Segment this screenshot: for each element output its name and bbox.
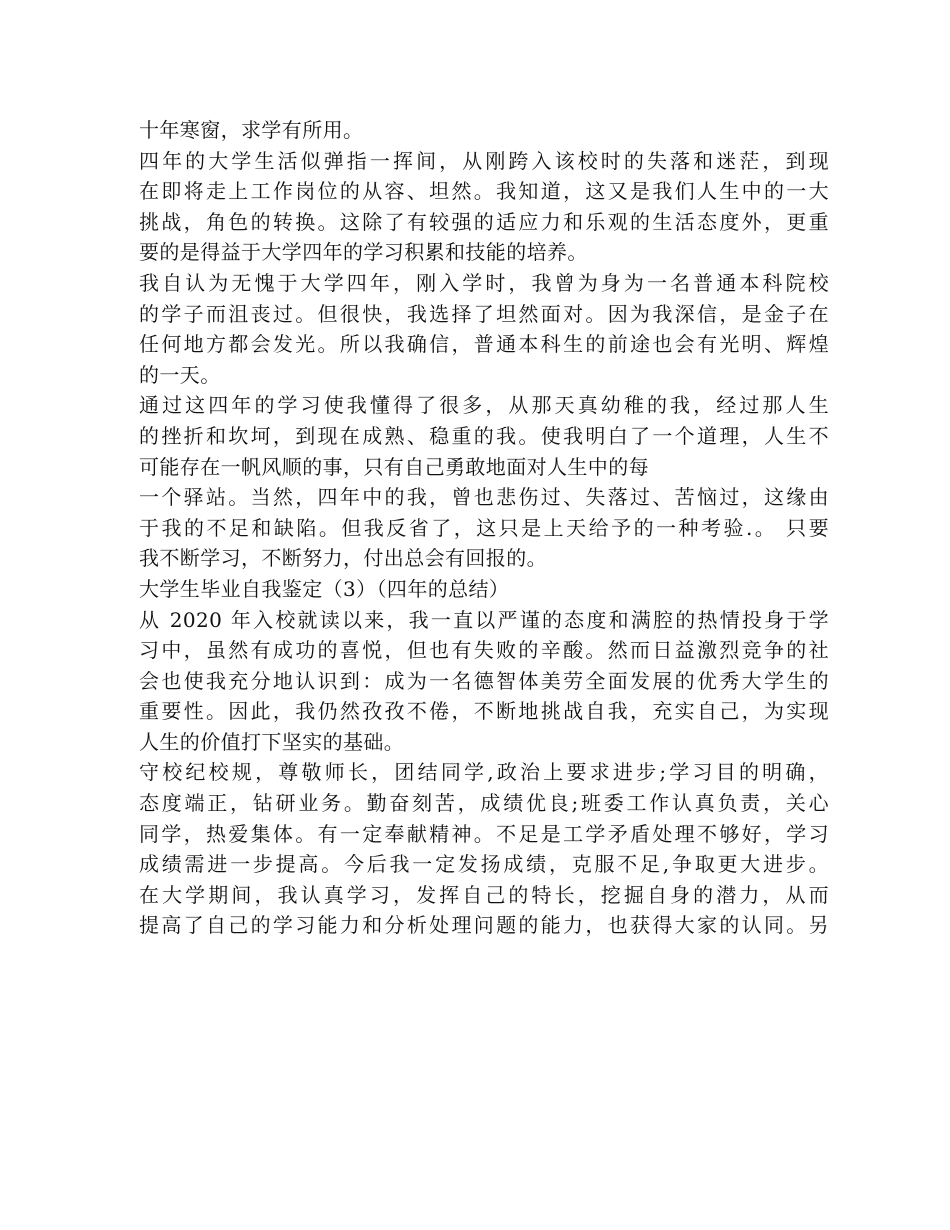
text-line: 会也使我充分地认识到：成为一名德智体美劳全面发展的优秀大学生的	[139, 668, 829, 693]
text-line: 成绩需进一步提高。今后我一定发扬成绩，克服不足,争取更大进步。	[139, 852, 829, 877]
text-line: 态度端正，钻研业务。勤奋刻苦，成绩优良;班委工作认真负责，关心	[139, 791, 829, 816]
text-line: 提高了自己的学习能力和分析处理问题的能力，也获得大家的认同。另	[139, 913, 829, 938]
text-line: 十年寒窗，求学有所用。	[139, 118, 364, 142]
text-line: 习中，虽然有成功的喜悦，但也有失败的辛酸。然而日益激烈竞争的社	[139, 638, 829, 663]
text-line: 从 2020 年入校就读以来，我一直以严谨的态度和满腔的热情投身于学	[139, 607, 829, 632]
text-line: 要的是得益于大学四年的学习积累和技能的培养。	[139, 240, 588, 265]
text-line: 的学子而沮丧过。但很快，我选择了坦然面对。因为我深信，是金子在	[139, 301, 829, 326]
text-line: 四年的大学生活似弹指一挥间，从刚跨入该校时的失落和迷茫，到现	[139, 148, 829, 173]
text-line: 挑战，角色的转换。这除了有较强的适应力和乐观的生活态度外，更重	[139, 209, 829, 234]
text-line: 的一天。	[139, 362, 221, 387]
text-line: 在大学期间，我认真学习，发挥自己的特长，挖掘自身的潜力，从而	[139, 882, 829, 907]
text-line: 的挫折和坎坷，到现在成熟、稳重的我。使我明白了一个道理，人生不	[139, 423, 829, 448]
text-line: 我不断学习，不断努力，付出总会有回报的。	[139, 546, 547, 571]
text-line: 在即将走上工作岗位的从容、坦然。我知道，这又是我们人生中的一大	[139, 179, 829, 204]
text-line: 任何地方都会发光。所以我确信，普通本科生的前途也会有光明、辉煌	[139, 332, 829, 357]
text-line: 同学，热爱集体。有一定奉献精神。不足是工学矛盾处理不够好，学习	[139, 821, 829, 846]
text-line: 通过这四年的学习使我懂得了很多，从那天真幼稚的我，经过那人生	[139, 393, 829, 418]
text-line: 守校纪校规，尊敬师长，团结同学,政治上要求进步;学习目的明确，	[139, 760, 829, 785]
text-line: 我自认为无愧于大学四年，刚入学时，我曾为身为一名普通本科院校	[139, 270, 829, 295]
document-body	[139, 115, 829, 941]
text-line: 于我的不足和缺陷。但我反省了，这只是上天给予的一种考验.。 只要	[139, 515, 829, 540]
text-line: 一个驿站。当然，四年中的我，曾也悲伤过、失落过、苦恼过，这缘由	[139, 485, 829, 510]
text-line: 重要性。因此，我仍然孜孜不倦，不断地挑战自我，充实自己，为实现	[139, 699, 829, 724]
text-line: 人生的价值打下坚实的基础。	[139, 729, 405, 754]
text-line: 可能存在一帆风顺的事，只有自己勇敢地面对人生中的每	[139, 454, 649, 479]
section-heading: 大学生毕业自我鉴定（3）（四年的总结）	[139, 576, 510, 601]
